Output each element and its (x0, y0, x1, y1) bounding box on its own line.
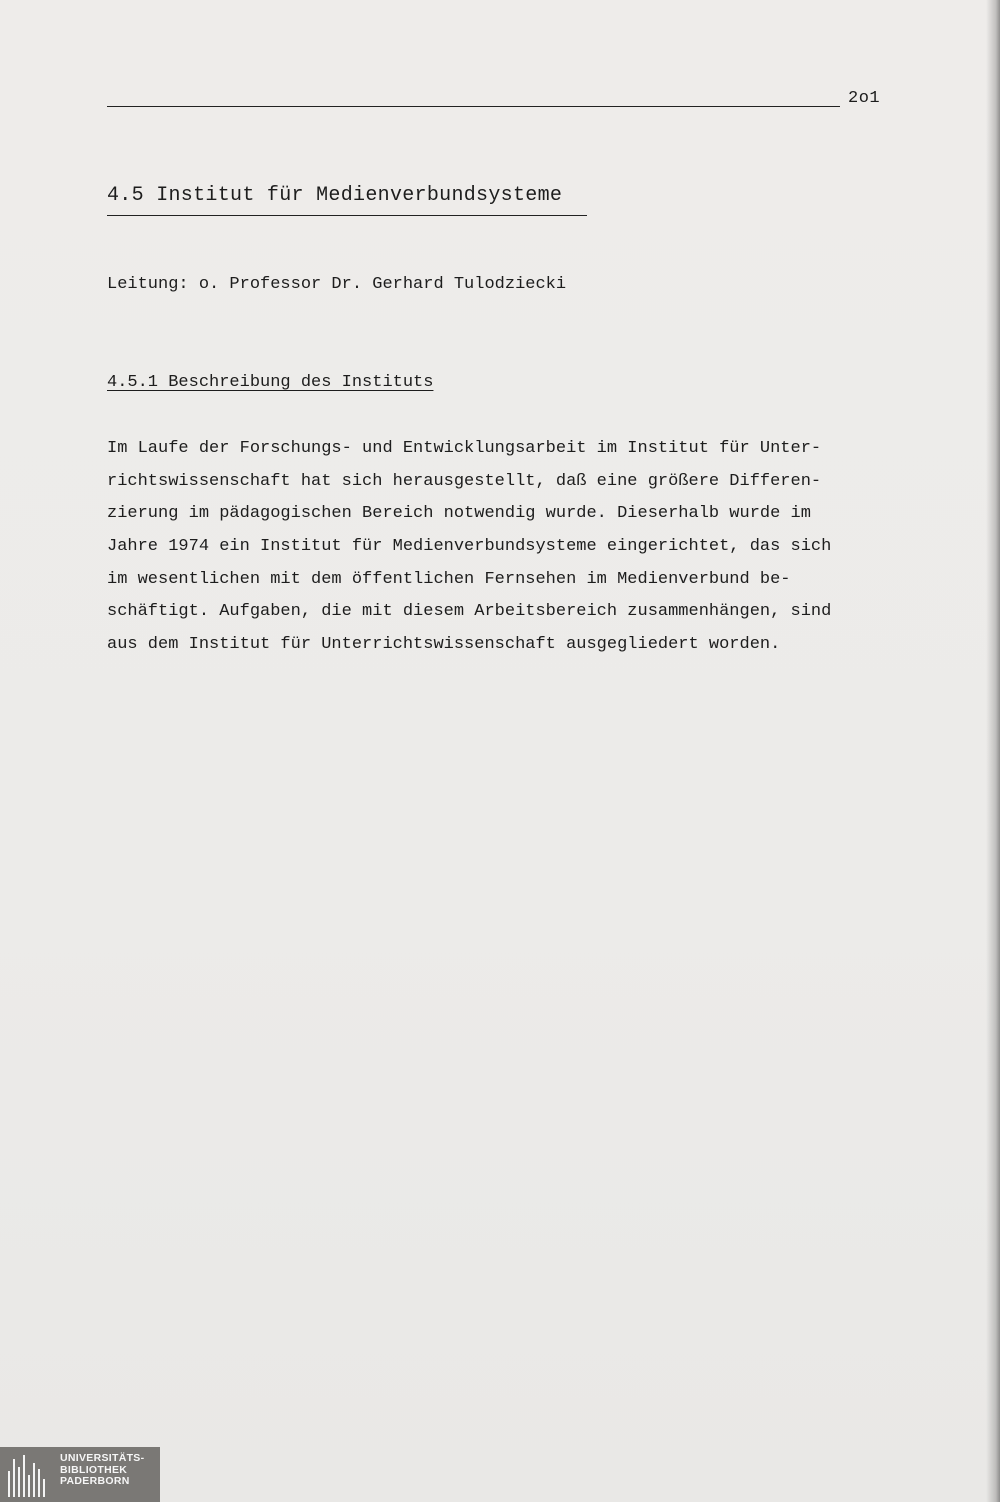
body-line: aus dem Institut für Unterrichtswissenschaft ausgegliedert worden. (107, 635, 781, 655)
body-line: im wesentlichen mit dem öffentlichen Fernsehen im Medienverbund be- (107, 569, 791, 589)
logo-line: PADERBORN (60, 1475, 130, 1487)
body-line: Im Laufe der Forschungs- und Entwicklungsarbeit im Institut für Unter- (107, 439, 822, 458)
body-line: richtswissenschaft hat sich herausgestellt, daß eine größere Differen- (107, 471, 822, 491)
body-line: zierung im pädagogischen Bereich notwendig wurde. Dieserhalb wurde im (107, 504, 811, 524)
body-line: schäftigt. Aufgaben, die mit diesem Arbeitsbereich zusammenhängen, sind (107, 602, 832, 622)
body-line: Jahre 1974 ein Institut für Medienverbundsysteme eingerichtet, das sich (107, 537, 832, 557)
subsection-title: 4.5.1 Beschreibung des Instituts (107, 373, 434, 392)
logo-line: BIBLIOTHEK (60, 1463, 128, 1476)
library-logo-icon (8, 1455, 48, 1497)
logo-line: UNIVERSITÄTS- (60, 1452, 145, 1464)
library-logo-text (60, 1453, 144, 1488)
page-edge-shadow (986, 0, 1000, 1502)
body-paragraph (107, 438, 831, 667)
library-logo (0, 1447, 160, 1502)
section-title-underline (107, 215, 587, 216)
header-rule (107, 106, 840, 107)
leitung-line: Leitung: o. Professor Dr. Gerhard Tulodziecki (107, 275, 567, 294)
section-title: 4.5 Institut für Medienverbundsysteme (107, 184, 563, 207)
page-number: 2o1 (848, 89, 881, 108)
